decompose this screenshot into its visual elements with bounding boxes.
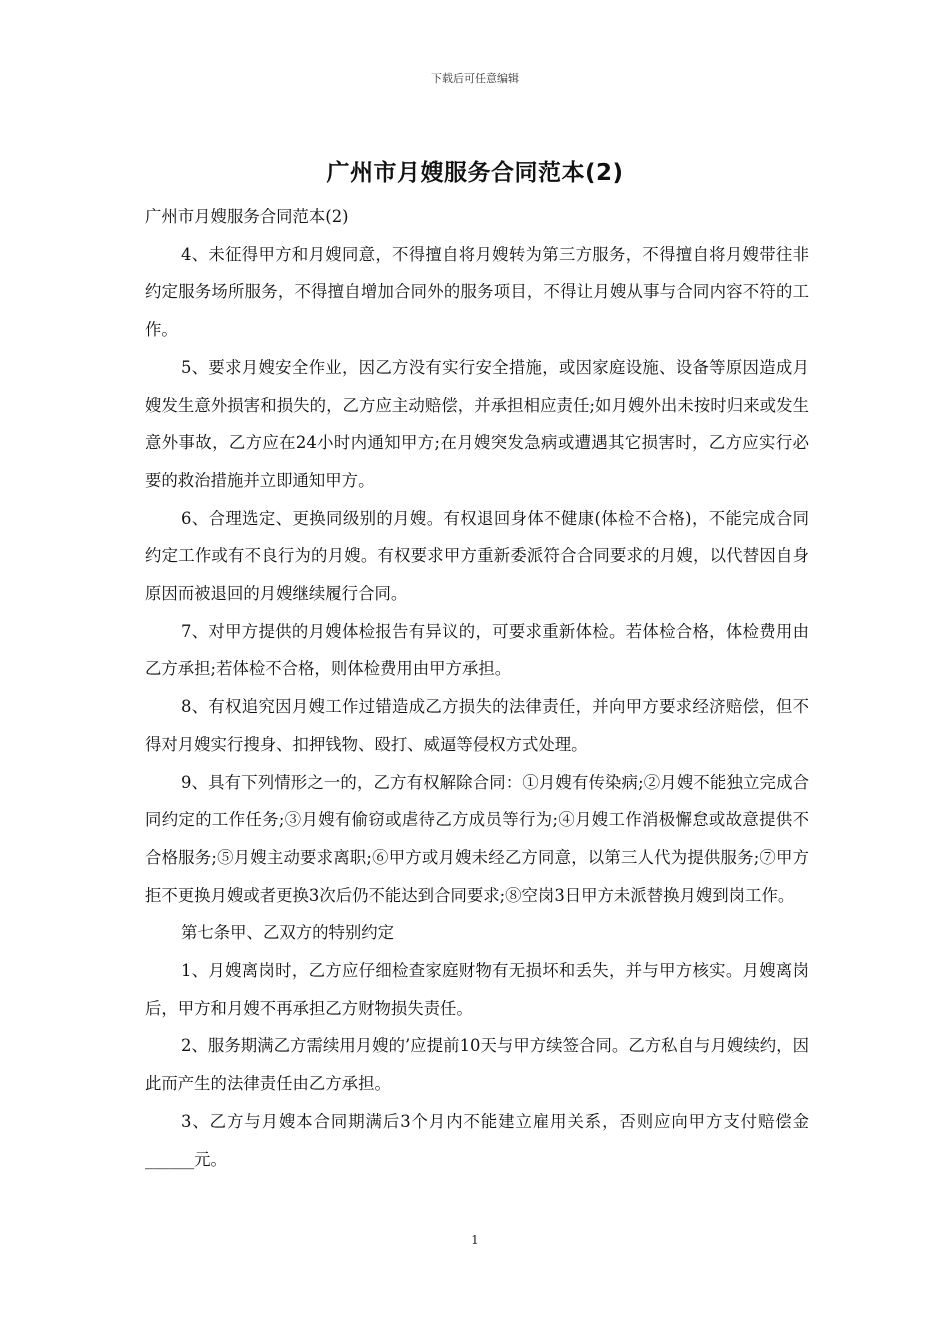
paragraph: 1、月嫂离岗时，乙方应仔细检查家庭财物有无损坏和丢失，并与甲方核实。月嫂离岗后，甲方和月嫂不再承担乙方财物损失责任。 [145, 961, 809, 1018]
page-number: 1 [471, 1233, 479, 1247]
page-title: 广州市月嫂服务合同范本(2) [326, 160, 624, 186]
paragraph: 7、对甲方提供的月嫂体检报告有异议的，可要求重新体检。若体检合格，体检费用由乙方承担;若体检不合格，则体检费用由甲方承担。 [145, 621, 809, 679]
paragraph: 2、服务期满乙方需续用月嫂的’应提前10天与甲方续签合同。乙方私自与月嫂续约，因此而产生的法律责任由乙方承担。 [145, 1036, 809, 1094]
paragraph: 3、乙方与月嫂本合同期满后3个月内不能建立雇用关系，否则应向甲方支付赔偿金______元。 [145, 1111, 809, 1169]
paragraph: 6、合理选定、更换同级别的月嫂。有权退回身体不健康(体检不合格)，不能完成合同约定工作或有不良行为的月嫂。有权要求甲方重新委派符合合同要求的月嫂，以代替因自身原因而被退回的月嫂继续履行合同。 [145, 508, 809, 604]
document-body [145, 198, 809, 1178]
section-heading: 第七条甲、乙双方的特别约定 [181, 923, 395, 943]
subtitle-line: 广州市月嫂服务合同范本(2) [145, 207, 349, 226]
paragraph: 4、未征得甲方和月嫂同意，不得擅自将月嫂转为第三方服务，不得擅自将月嫂带往非约定服务场所服务，不得擅自增加合同外的服务项目，不得让月嫂从事与合同内容不符的工作。 [145, 244, 809, 340]
header-note: 下载后可任意编辑 [431, 72, 519, 85]
paragraph: 5、要求月嫂安全作业，因乙方没有实行安全措施，或因家庭设施、设备等原因造成月嫂发生意外损害和损失的，乙方应主动赔偿，并承担相应责任;如月嫂外出未按时归来或发生意外事故，乙方应在24小时内通知甲方;在月嫂突发急病或遭遇其它损害时，乙方应实行必要的救治措施并立即通知甲方。 [145, 357, 809, 490]
paragraph: 8、有权追究因月嫂工作过错造成乙方损失的法律责任，并向甲方要求经济赔偿，但不得对月嫂实行搜身、扣押钱物、殴打、威逼等侵权方式处理。 [145, 697, 809, 754]
paragraph: 9、具有下列情形之一的，乙方有权解除合同：①月嫂有传染病;②月嫂不能独立完成合同约定的工作任务;③月嫂有偷窃或虐待乙方成员等行为;④月嫂工作消极懈怠或故意提供不合格服务;⑤月嫂主动要求离职;⑥甲方或月嫂未经乙方同意，以第三人代为提供服务;⑦甲方拒不更换月嫂或者更换3次后仍不能达到合同要求;⑧空岗3日甲方未派替换月嫂到岗工作。 [145, 772, 809, 905]
